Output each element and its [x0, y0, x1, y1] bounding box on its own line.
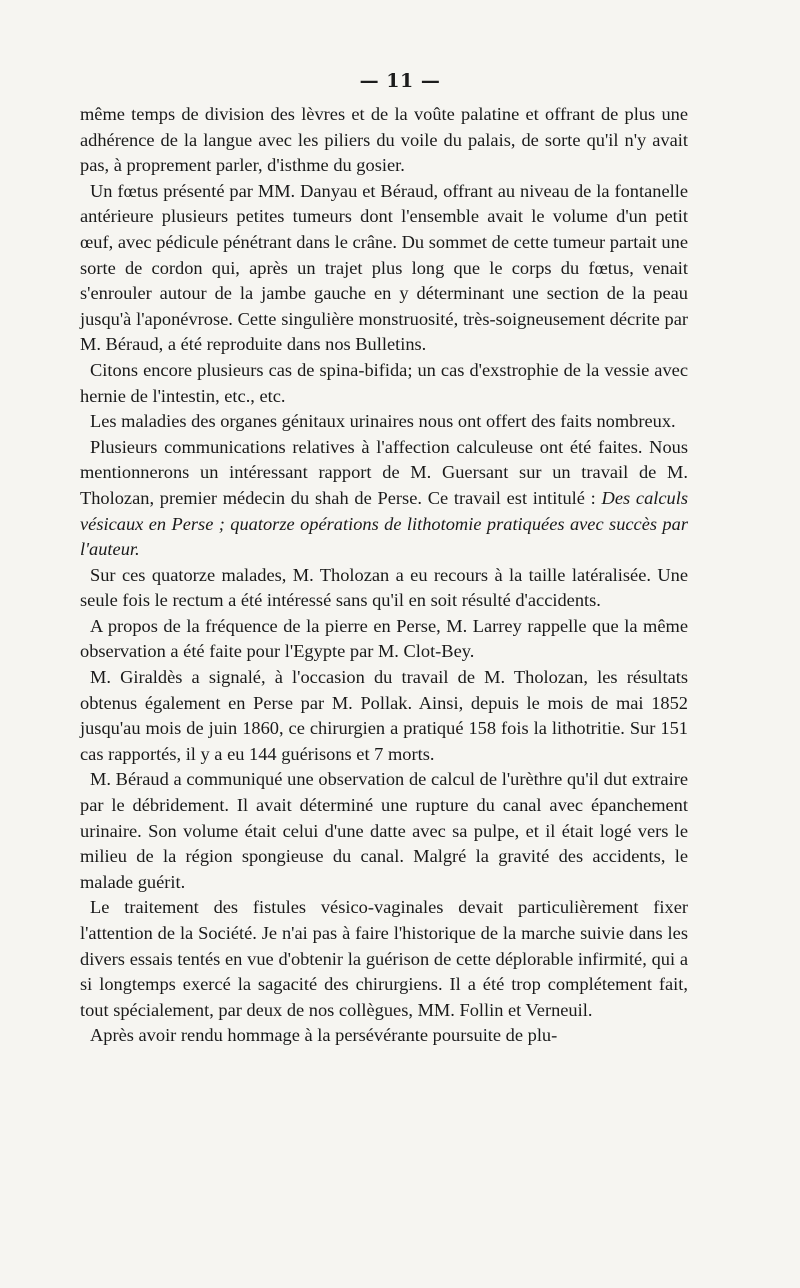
paragraph-4: Les maladies des organes génitaux urinaires nous ont offert des faits nombreux. [90, 411, 676, 432]
paragraph-8: M. Giraldès a signalé, à l'occasion du travail de M. Tholozan, les résultats obtenus également en Perse par M. Pollak. Ainsi, depuis le mois de mai 1852 jusqu'au mois de juin 1860, ce chirurgien a pratiqué 158 fois la lithotritie. Sur 151 cas rapportés, il y a eu 144 guérisons et 7 morts. [80, 667, 688, 764]
paragraph-1: même temps de division des lèvres et de la voûte palatine et offrant de plus une adhérence de la langue avec les piliers du voile du palais, de sorte qu'il n'y avait pas, à proprement parler, d'isthme du gosier. [80, 104, 688, 176]
page-number: — 11 — [359, 70, 441, 92]
paragraph-5 [80, 435, 688, 563]
paragraph-3: Citons encore plusieurs cas de spina-bifida; un cas d'exstrophie de la vessie avec hernie de l'intestin, etc., etc. [80, 359, 688, 406]
paragraph-11: Après avoir rendu hommage à la persévérante poursuite de plu- [90, 1025, 558, 1046]
body-text [80, 102, 688, 1049]
paragraph-5-title-italic: Des calculs vésicaux en Perse ; quatorze opérations de lithotomie pratiquées avec succès par l'auteur. [80, 487, 688, 560]
paragraph-5-text: Plusieurs communications relatives à l'affection calculeuse ont été faites. Nous mentionnerons un intéressant rapport de M. Guersant sur un travail de M. Tholozan, premier médecin du shah de Perse. Ce travail est intitulé : [80, 436, 688, 508]
paragraph-9: M. Béraud a communiqué une observation de calcul de l'urèthre qu'il dut extraire par le débridement. Il avait déterminé une rupture du canal avec épanchement urinaire. Son volume était celui d'une datte avec sa pulpe, et il était logé vers le milieu de la région spongieuse du canal. Malgré la gravité des accidents, le malade guérit. [80, 769, 688, 892]
paragraph-7: A propos de la fréquence de la pierre en Perse, M. Larrey rappelle que la même observation a été faite pour l'Egypte par M. Clot-Bey. [80, 615, 688, 662]
paragraph-10: Le traitement des fistules vésico-vaginales devait particulièrement fixer l'attention de la Société. Je n'ai pas à faire l'historique de la marche suivie dans les divers essais tentés en vue d'obtenir la guérison de cette déplorable infirmité, qui a si longtemps exercé la sagacité des chirurgiens. Il a été trop complétement fait, tout spécialement, par deux de nos collègues, MM. Follin et Verneuil. [80, 897, 688, 1020]
paragraph-6: Sur ces quatorze malades, M. Tholozan a eu recours à la taille latéralisée. Une seule fois le rectum a été intéressé sans qu'il en soit résulté d'accidents. [80, 564, 688, 611]
paragraph-2: Un fœtus présenté par MM. Danyau et Béraud, offrant au niveau de la fontanelle antérieure plusieurs petites tumeurs dont l'ensemble avait le volume d'un petit œuf, avec pédicule pénétrant dans le crâne. Du sommet de cette tumeur partait une sorte de cordon qui, après un trajet plus long que le corps du fœtus, venait s'enrouler autour de la jambe gauche en y déterminant une section de la peau jusqu'à l'aponévrose. Cette singulière monstruosité, très-soigneusement décrite par M. Béraud, a été reproduite dans nos Bulletins. [80, 180, 688, 355]
